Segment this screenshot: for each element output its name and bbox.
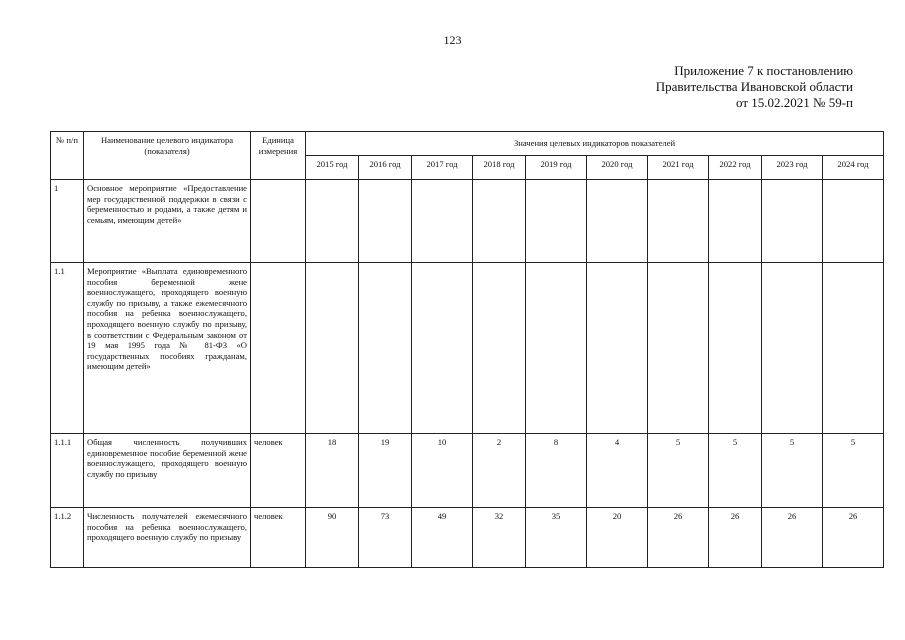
header-year: 2023 год [762,156,823,180]
row-unit: человек [251,434,306,508]
row-value: 5 [762,434,823,508]
row-value: 20 [587,508,648,568]
table-row [51,180,884,263]
row-value [709,180,762,263]
header-num: № п/п [51,132,84,180]
row-value [473,263,526,434]
header-name: Наименование целевого индикатора (показателя) [84,132,251,180]
row-value: 26 [823,508,884,568]
row-value [709,263,762,434]
row-value: 5 [709,434,762,508]
appendix-line-2: Правительства Ивановской области [655,79,853,94]
appendix-line-3: от 15.02.2021 № 59-п [736,95,853,110]
header-unit: Единица измерения [251,132,306,180]
row-value [587,263,648,434]
row-value [823,180,884,263]
table-row [51,434,884,508]
row-value: 5 [648,434,709,508]
appendix-header [656,63,853,111]
row-value [648,180,709,263]
header-year: 2016 год [359,156,412,180]
appendix-line-1: Приложение 7 к постановлению [674,63,853,78]
header-year: 2017 год [412,156,473,180]
header-year: 2022 год [709,156,762,180]
row-num: 1.1.1 [51,434,84,508]
indicators-table [50,131,884,568]
row-value: 73 [359,508,412,568]
row-value [412,180,473,263]
row-value: 26 [762,508,823,568]
page-number: 123 [443,33,462,47]
header-year: 2019 год [526,156,587,180]
row-name: Численность получателей ежемесячного пособия на ребенка военнослужащего, проходящего военную службу по призыву [84,508,251,568]
row-value [473,180,526,263]
row-value [762,263,823,434]
row-value: 5 [823,434,884,508]
row-num: 1.1 [51,263,84,434]
header-values-group: Значения целевых индикаторов показателей [306,132,884,156]
row-value [823,263,884,434]
row-value: 8 [526,434,587,508]
row-value: 26 [709,508,762,568]
row-value: 2 [473,434,526,508]
row-value [587,180,648,263]
row-value [526,263,587,434]
row-value [359,180,412,263]
table-row [51,263,884,434]
row-value [306,180,359,263]
row-value: 19 [359,434,412,508]
row-value: 32 [473,508,526,568]
row-value [306,263,359,434]
row-num: 1.1.2 [51,508,84,568]
row-name: Общая численность получивших единовременное пособие беременной жене военнослужащего, проходящего военную службу по призыву [84,434,251,508]
row-value [762,180,823,263]
row-value [359,263,412,434]
row-value [412,263,473,434]
header-year: 2015 год [306,156,359,180]
row-unit [251,263,306,434]
row-value: 10 [412,434,473,508]
header-year: 2024 год [823,156,884,180]
row-value: 90 [306,508,359,568]
row-value: 49 [412,508,473,568]
row-name: Мероприятие «Выплата единовременного пособия беременной жене военнослужащего, проходящего военную службу по призыву, а также ежемесячного пособия на ребенка военнослужащего, проходящего военную службу по призыву, в соответствии с Федеральным законом от 19 мая 1995 года № 81-ФЗ «О государственных пособиях гражданам, имеющим детей» [84,263,251,434]
row-unit [251,180,306,263]
header-year: 2021 год [648,156,709,180]
row-value: 18 [306,434,359,508]
header-year: 2020 год [587,156,648,180]
row-value: 4 [587,434,648,508]
header-year: 2018 год [473,156,526,180]
row-value [526,180,587,263]
row-num: 1 [51,180,84,263]
row-value: 35 [526,508,587,568]
table-row [51,508,884,568]
row-name: Основное мероприятие «Предоставление мер государственной поддержки в связи с беременностью и родами, а также детям и семьям, имеющим детей» [84,180,251,263]
row-value [648,263,709,434]
row-value: 26 [648,508,709,568]
row-unit: человек [251,508,306,568]
